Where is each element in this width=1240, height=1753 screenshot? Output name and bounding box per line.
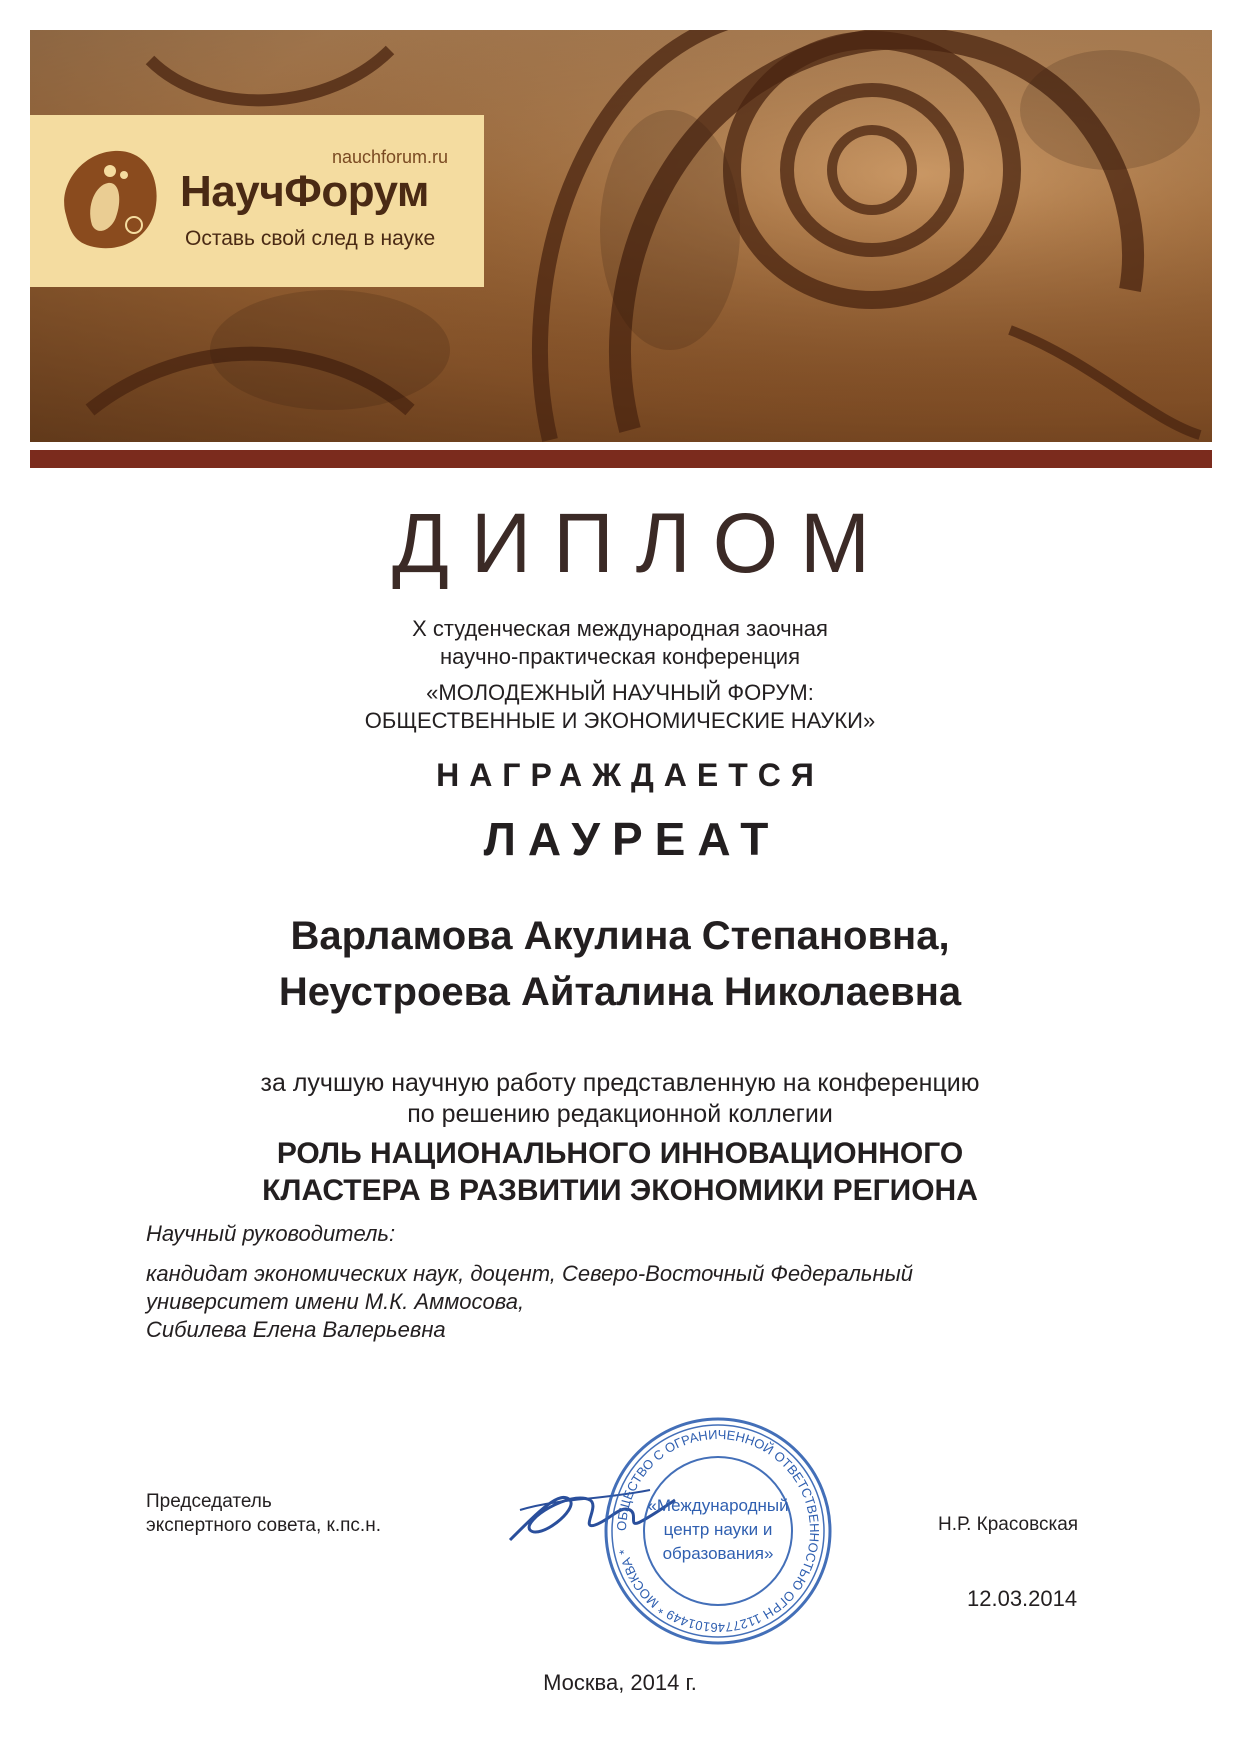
recipient-name: Варламова Акулина Степановна,	[290, 914, 950, 958]
stamp-center-line: образования»	[662, 1544, 774, 1563]
chair-line: экспертного совета, к.пс.н.	[146, 1515, 381, 1536]
awarded-heading: НАГРАЖДАЕТСЯ	[436, 757, 824, 793]
chair-title	[146, 1490, 381, 1538]
divider-stripe	[30, 450, 1212, 468]
conference-line: научно-практическая конференция	[439, 644, 800, 669]
work-title	[0, 1135, 1240, 1209]
rank-heading: ЛАУРЕАТ	[483, 813, 781, 865]
signer-name: Н.Р. Красовская	[938, 1514, 1079, 1535]
award-reason	[0, 1068, 1240, 1130]
conference-name	[0, 679, 1240, 735]
brand-name: НаучФорум	[180, 167, 429, 216]
city-year: Москва, 2014 г.	[543, 1670, 697, 1695]
stamp-center-line: центр науки и	[663, 1520, 773, 1539]
diploma-title: ДИПЛОМ	[391, 496, 893, 590]
official-stamp	[600, 1413, 836, 1649]
work-title-line: РОЛЬ НАЦИОНАЛЬНОГО ИННОВАЦИОННОГО	[276, 1137, 964, 1170]
footprint-stone-logo-icon	[52, 145, 162, 255]
work-title-line: КЛАСТЕРА В РАЗВИТИИ ЭКОНОМИКИ РЕГИОНА	[262, 1174, 978, 1207]
conference-name-line: «МОЛОДЕЖНЫЙ НАУЧНЫЙ ФОРУМ:	[426, 680, 814, 705]
reason-line: по решению редакционной коллегии	[407, 1100, 833, 1128]
header-banner	[30, 30, 1212, 442]
recipient-name: Неустроева Айталина Николаевна	[278, 970, 962, 1014]
supervisor-line: университет имени М.К. Аммосова,	[146, 1289, 525, 1314]
site-url: nauchforum.ru	[331, 147, 448, 167]
recipient-names	[0, 908, 1240, 1020]
conference-name-line: ОБЩЕСТВЕННЫЕ И ЭКОНОМИЧЕСКИЕ НАУКИ»	[364, 708, 876, 733]
brand-slogan: Оставь свой след в науке	[185, 227, 436, 250]
logo-panel	[30, 115, 484, 287]
supervisor-line: кандидат экономических наук, доцент, Северо-Восточный Федеральный	[146, 1261, 914, 1286]
reason-line: за лучшую научную работу представленную на конференцию	[260, 1069, 980, 1097]
issue-date: 12.03.2014	[967, 1586, 1078, 1611]
stamp-center-line: «Международный	[647, 1496, 789, 1515]
conference-description	[0, 615, 1240, 671]
stamp-ring-path: ОБЩЕСТВО С ОГРАНИЧЕННОЙ ОТВЕТСТВЕННОСТЬЮ ОГРН 1127746101449 * МОСКВА *	[613, 1426, 823, 1636]
supervisor-line: Сибилева Елена Валерьевна	[146, 1317, 446, 1342]
supervisor-label: Научный руководитель:	[146, 1221, 396, 1246]
chair-line: Председатель	[146, 1491, 272, 1512]
conference-line: X студенческая международная заочная	[412, 616, 828, 641]
